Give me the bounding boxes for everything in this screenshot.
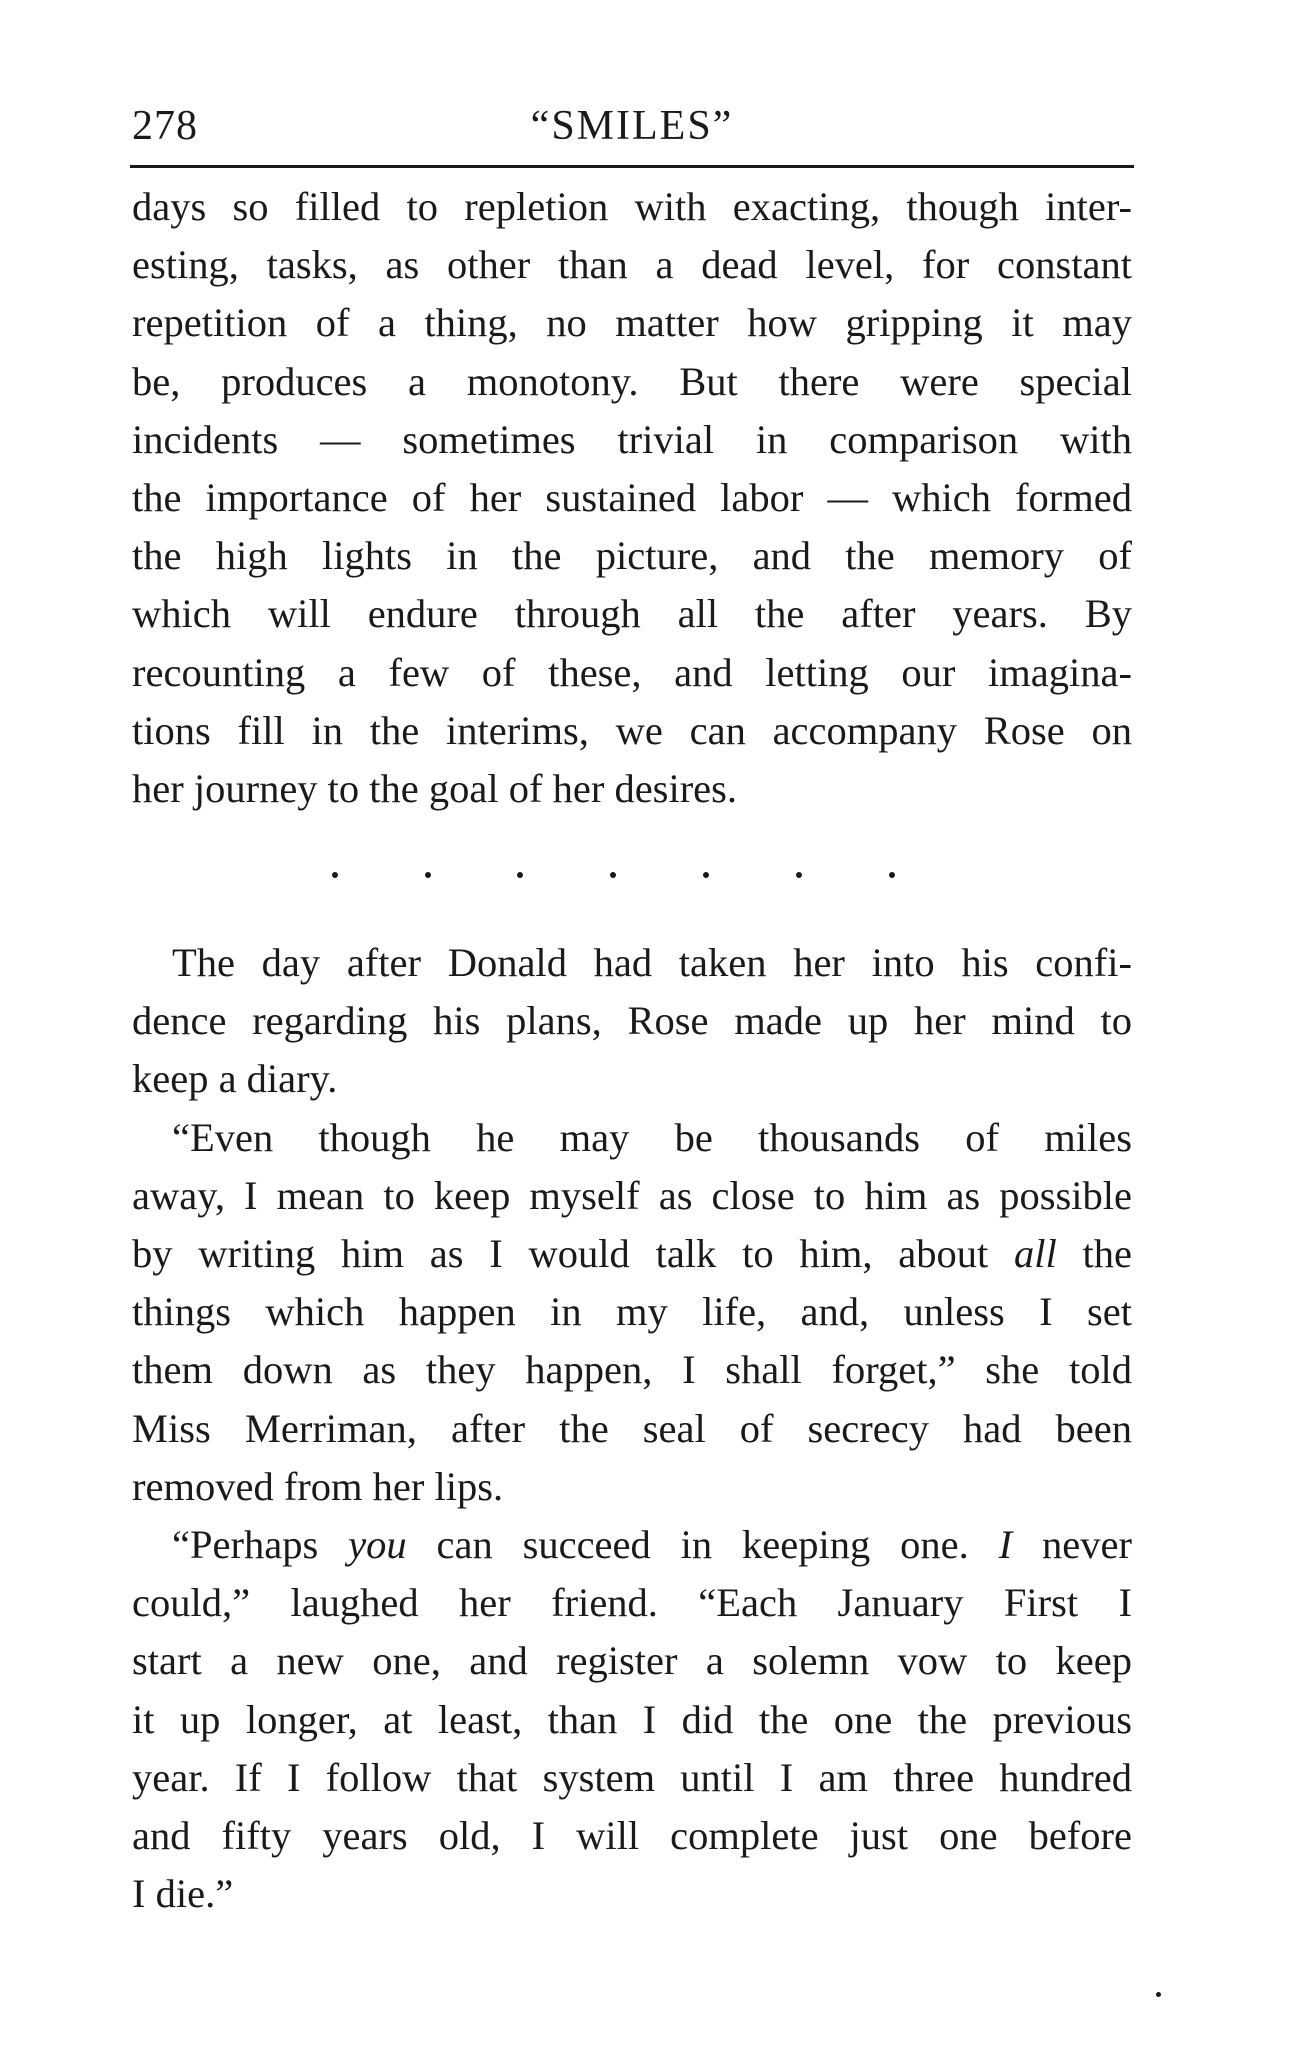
text-line: things which happen in my life, and, unless I set — [132, 1289, 1132, 1335]
text-line: her journey to the goal of her desires. — [132, 765, 738, 811]
text-line: it up longer, at least, than I did the one the previous — [132, 1696, 1132, 1742]
dinkus-dot — [610, 872, 616, 878]
text-line — [132, 1225, 1132, 1283]
text-line: “Even though he may be thousands of miles — [172, 1114, 1132, 1160]
italic-emphasis: you — [348, 1521, 407, 1567]
text-line: them down as they happen, I shall forget,” she told — [132, 1347, 1132, 1393]
text-line: the importance of her sustained labor — which formed — [132, 474, 1132, 520]
text-line: which will endure through all the after years. By — [132, 591, 1132, 637]
text-line: the high lights in the picture, and the memory of — [132, 533, 1132, 579]
text-segment: “Perhaps — [172, 1521, 349, 1567]
text-segment: by writing him as I would talk to him, about — [132, 1231, 1014, 1276]
section-break — [132, 818, 1132, 934]
text-line: dence regarding his plans, Rose made up her mind to — [132, 998, 1132, 1044]
running-head — [132, 96, 1132, 160]
dinkus-dot — [517, 872, 523, 878]
text-line — [132, 1516, 1132, 1574]
text-line: repetition of a thing, no matter how gripping it may — [132, 300, 1132, 346]
dinkus-dot — [889, 872, 895, 878]
italic-emphasis: I — [998, 1521, 1013, 1567]
text-line: tions fill in the interims, we can accompany Rose on — [132, 707, 1132, 753]
print-speck — [1156, 1992, 1161, 1997]
dinkus-dot — [425, 872, 431, 878]
text-line: Miss Merriman, after the seal of secrecy had been — [132, 1405, 1132, 1451]
dinkus-dot — [703, 872, 709, 878]
text-line: be, produces a monotony. But there were special — [132, 358, 1132, 404]
text-line: could,” laughed her friend. “Each January First I — [132, 1580, 1132, 1626]
text-line: year. If I follow that system until I am three hundred — [132, 1754, 1132, 1800]
dinkus-dot — [796, 872, 802, 878]
text-line: days so filled to repletion with exacting, though inter- — [132, 184, 1132, 229]
text-line: away, I mean to keep myself as close to him as possible — [132, 1172, 1132, 1218]
text-line: esting, tasks, as other than a dead level, for constant — [132, 242, 1132, 288]
header-rule — [130, 165, 1134, 168]
text-segment: can succeed in keeping one. — [406, 1521, 999, 1567]
text-segment: the — [1056, 1231, 1132, 1276]
page-number: 278 — [132, 103, 198, 149]
italic-emphasis: all — [1013, 1231, 1057, 1276]
text-line: start a new one, and register a solemn vow to keep — [132, 1638, 1132, 1684]
text-line: The day after Donald had taken her into his confi- — [172, 940, 1132, 986]
text-line: keep a diary. — [132, 1056, 338, 1102]
text-line: incidents — sometimes trivial in comparison with — [132, 416, 1132, 462]
text-line: I die.” — [132, 1871, 234, 1917]
text-line: and fifty years old, I will complete just one before — [132, 1812, 1132, 1858]
body-text — [132, 178, 1132, 1923]
text-segment: never — [1012, 1521, 1132, 1567]
text-line: removed from her lips. — [132, 1463, 504, 1509]
running-title: “SMILES” — [530, 103, 734, 149]
dinkus-dot — [332, 872, 338, 878]
text-line: recounting a few of these, and letting our imagina- — [132, 649, 1132, 695]
